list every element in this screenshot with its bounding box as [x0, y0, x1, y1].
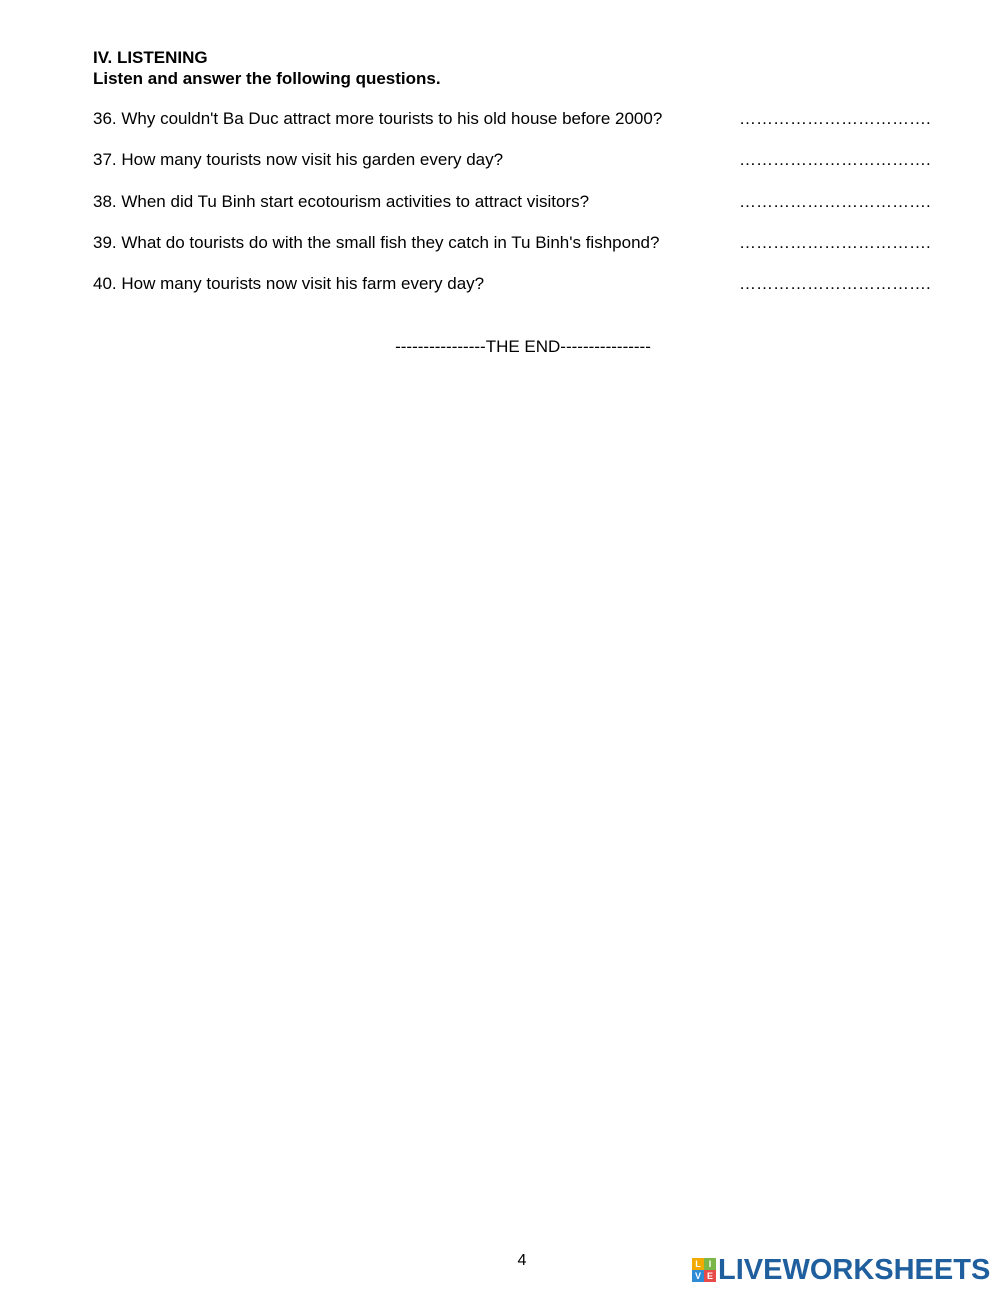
liveworksheets-logo[interactable] — [692, 1255, 990, 1285]
question-36 — [93, 108, 953, 130]
answer-blank-37[interactable]: ……………………………. — [739, 150, 931, 169]
logo-mark-letter: E — [704, 1270, 716, 1282]
logo-mark-letter: L — [692, 1258, 704, 1270]
question-37 — [93, 149, 953, 171]
question-38 — [93, 191, 953, 213]
answer-blank-38[interactable]: ……………………………. — [739, 192, 931, 211]
question-40 — [93, 273, 953, 295]
question-text: 38. When did Tu Binh start ecotourism activities to attract visitors? — [93, 192, 590, 211]
question-text: 37. How many tourists now visit his garden every day? — [93, 150, 504, 169]
logo-mark-letter: V — [692, 1270, 704, 1282]
answer-blank-36[interactable]: ……………………………. — [739, 109, 931, 128]
question-text: 40. How many tourists now visit his farm every day? — [93, 274, 485, 293]
question-text: 39. What do tourists do with the small fish they catch in Tu Binh's fishpond? — [93, 233, 660, 252]
section-heading: IV. LISTENING — [93, 48, 208, 67]
the-end-marker: ----------------THE END---------------- — [395, 337, 651, 356]
question-39 — [93, 232, 953, 254]
liveworksheets-logo-icon — [692, 1258, 716, 1282]
answer-blank-39[interactable]: ……………………………. — [739, 233, 931, 252]
answer-blank-40[interactable]: ……………………………. — [739, 274, 931, 293]
logo-wordmark: LIVEWORKSHEETS — [718, 1254, 991, 1286]
logo-mark-letter: I — [704, 1258, 716, 1270]
page-number: 4 — [517, 1252, 527, 1269]
question-text: 36. Why couldn't Ba Duc attract more tourists to his old house before 2000? — [93, 109, 663, 128]
section-instruction: Listen and answer the following questions. — [93, 69, 441, 88]
